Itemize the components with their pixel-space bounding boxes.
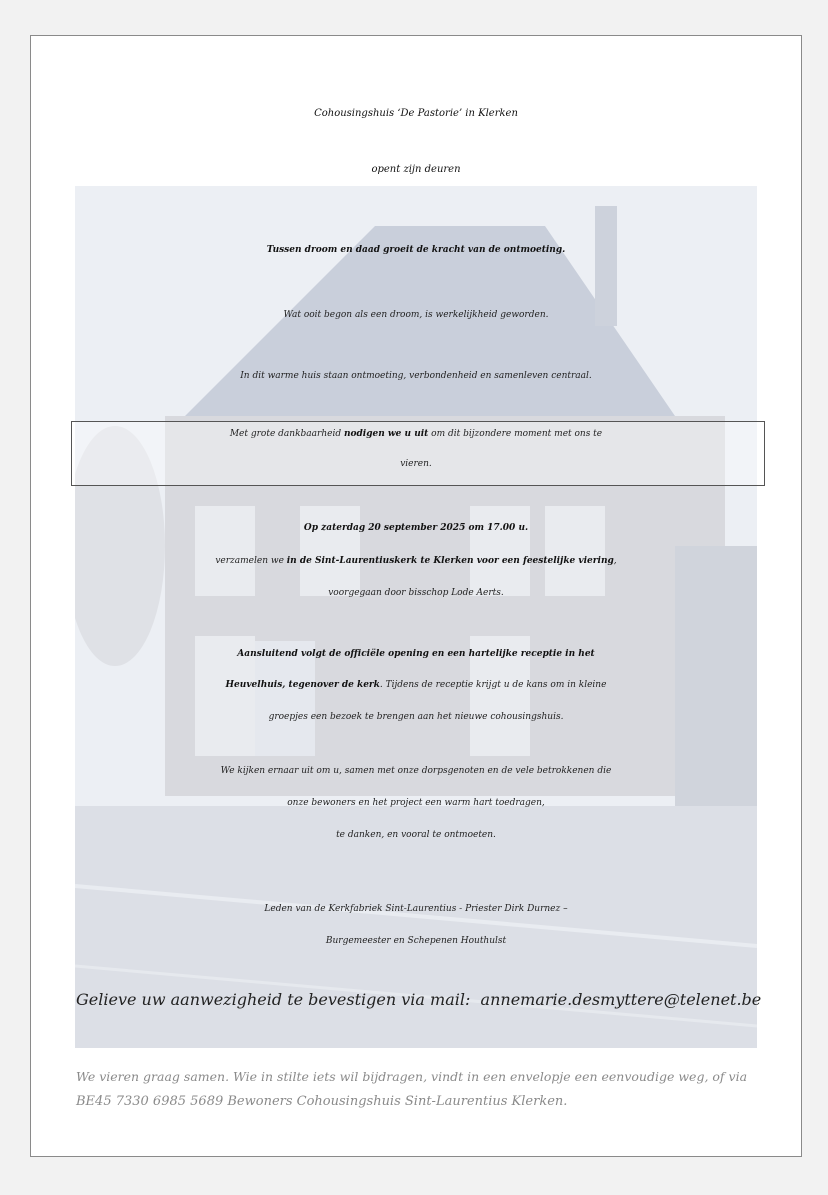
invite-text-before: Met grote dankbaarheid bbox=[229, 429, 344, 439]
invite-text-after: om dit bijzondere moment met ons te bbox=[428, 429, 603, 439]
thanks-line-3: te danken, en vooral te ontmoeten. bbox=[336, 830, 496, 840]
reception-text-bold: Heuvelhuis, tegenover de kerk bbox=[225, 680, 380, 690]
invitation-text bbox=[31, 36, 801, 1156]
signature-line-2: Burgemeester en Schepenen Houthulst bbox=[325, 936, 507, 946]
event-text-after: , bbox=[613, 556, 617, 566]
rsvp-email[interactable]: annemarie.desmyttere@telenet.be bbox=[480, 990, 762, 1009]
thanks-line-1: We kijken ernaar uit om u, samen met onze dorpsgenoten en de vele betrokkenen die bbox=[220, 766, 612, 776]
event-text-bold: in de Sint-Laurentiuskerk te Klerken voor een feestelijke viering bbox=[286, 556, 614, 566]
invite-text-bold: nodigen we u uit bbox=[343, 429, 429, 439]
signature-line-1: Leden van de Kerkfabriek Sint-Laurentius - Priester Dirk Durnez – bbox=[264, 904, 568, 914]
thanks-line-2: onze bewoners en het project een warm hart toedragen, bbox=[287, 798, 545, 808]
reception-line-3: groepjes een bezoek te brengen aan het nieuwe cohousingshuis. bbox=[268, 712, 564, 722]
title-line-2: opent zijn deuren bbox=[371, 164, 461, 175]
intro-paragraph-2: In dit warme huis staan ontmoeting, verbondenheid en samenleven centraal. bbox=[240, 371, 592, 381]
invitation-sheet bbox=[30, 35, 802, 1157]
footer-line-2: BE45 7330 6985 5689 Bewoners Cohousingshuis Sint-Laurentius Klerken. bbox=[76, 1094, 568, 1109]
event-date: Op zaterdag 20 september 2025 om 17.00 u. bbox=[303, 523, 529, 533]
title-line-1: Cohousingshuis ‘De Pastorie’ in Klerken bbox=[314, 108, 518, 119]
intro-paragraph-1: Wat ooit begon als een droom, is werkelijkheid geworden. bbox=[283, 310, 549, 320]
event-line-2 bbox=[31, 556, 801, 566]
tagline: Tussen droom en daad groeit de kracht van de ontmoeting. bbox=[266, 245, 566, 255]
rsvp-line bbox=[76, 990, 761, 1009]
reception-text-after: . Tijdens de receptie krijgt u de kans om in kleine bbox=[379, 680, 607, 690]
event-line-3: voorgegaan door bisschop Lode Aerts. bbox=[328, 588, 504, 598]
invite-line-2: vieren. bbox=[400, 459, 432, 469]
footer-line-1: We vieren graag samen. Wie in stilte iets wil bijdragen, vindt in een envelopje een eenvoudige weg, of via bbox=[76, 1069, 748, 1084]
reception-line-1: Aansluitend volgt de officiële opening en een hartelijke receptie in het bbox=[237, 649, 595, 659]
invite-line-1 bbox=[31, 429, 801, 439]
reception-line-2 bbox=[31, 680, 801, 690]
event-text-before: verzamelen we bbox=[215, 556, 287, 566]
rsvp-label: Gelieve uw aanwezigheid te bevestigen via mail: bbox=[76, 990, 471, 1009]
